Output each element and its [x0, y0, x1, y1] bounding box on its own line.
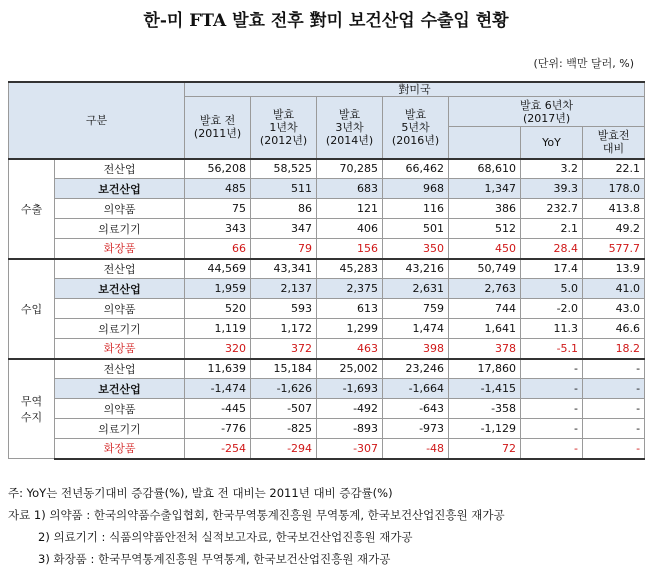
header-yoy: YoY: [521, 127, 583, 159]
cell-value: 593: [251, 299, 317, 319]
cell-value: 347: [251, 219, 317, 239]
table-row: [9, 339, 645, 359]
row-label: 전산업: [55, 359, 185, 379]
cell-value: 320: [185, 339, 251, 359]
page-title: 한-미 FTA 발효 전후 對미 보건산업 수출입 현황: [143, 11, 509, 31]
cell-value: 46.6: [583, 319, 645, 339]
cell-value: 23,246: [383, 359, 449, 379]
header-y5: 발효 5년차 (2016년): [383, 97, 449, 159]
cell-value: 58,525: [251, 159, 317, 179]
cell-value: 232.7: [521, 199, 583, 219]
row-label: 화장품: [55, 339, 185, 359]
cell-value: -294: [251, 439, 317, 459]
table-row: [9, 299, 645, 319]
cell-value: 463: [317, 339, 383, 359]
cell-value: 613: [317, 299, 383, 319]
table-body: [9, 159, 645, 459]
footnotes: [8, 482, 505, 570]
table-row: [9, 259, 645, 279]
cell-value: 49.2: [583, 219, 645, 239]
row-label: 의약품: [55, 199, 185, 219]
cell-value: -1,129: [449, 419, 521, 439]
cell-value: -: [521, 379, 583, 399]
cell-value: 372: [251, 339, 317, 359]
cell-value: -825: [251, 419, 317, 439]
row-label: 의약품: [55, 399, 185, 419]
cell-value: 66,462: [383, 159, 449, 179]
cell-value: 378: [449, 339, 521, 359]
footnote-main: 주: YoY는 전년동기대비 증감률(%), 발효 전 대비는 2011년 대비 증감률(%): [8, 486, 393, 500]
cell-value: 56,208: [185, 159, 251, 179]
cell-value: 577.7: [583, 239, 645, 259]
cell-value: -643: [383, 399, 449, 419]
cell-value: -: [521, 399, 583, 419]
cell-value: 350: [383, 239, 449, 259]
header-pre: 발효 전 (2011년): [185, 97, 251, 159]
cell-value: 79: [251, 239, 317, 259]
table-row: [9, 419, 645, 439]
cell-value: 520: [185, 299, 251, 319]
cell-value: -973: [383, 419, 449, 439]
cell-value: 121: [317, 199, 383, 219]
row-label: 보건산업: [55, 379, 185, 399]
cell-value: 1,172: [251, 319, 317, 339]
unit-note: (단위: 백만 달러, %): [533, 57, 634, 70]
cell-value: 2,763: [449, 279, 521, 299]
cell-value: -: [583, 439, 645, 459]
row-label: 의료기기: [55, 419, 185, 439]
header-gubun: 구분: [9, 82, 185, 159]
cell-value: -1,693: [317, 379, 383, 399]
cell-value: 2,375: [317, 279, 383, 299]
cell-value: 116: [383, 199, 449, 219]
cell-value: -: [521, 419, 583, 439]
cell-value: 413.8: [583, 199, 645, 219]
cell-value: 2,631: [383, 279, 449, 299]
cell-value: -: [583, 359, 645, 379]
cell-value: 2,137: [251, 279, 317, 299]
row-label: 전산업: [55, 159, 185, 179]
section-label: 수출: [9, 159, 55, 259]
cell-value: -492: [317, 399, 383, 419]
row-label: 전산업: [55, 259, 185, 279]
row-label: 의료기기: [55, 219, 185, 239]
cell-value: 1,959: [185, 279, 251, 299]
cell-value: 43.0: [583, 299, 645, 319]
cell-value: 511: [251, 179, 317, 199]
cell-value: 66: [185, 239, 251, 259]
cell-value: 11,639: [185, 359, 251, 379]
cell-value: 2.1: [521, 219, 583, 239]
cell-value: 86: [251, 199, 317, 219]
cell-value: 41.0: [583, 279, 645, 299]
cell-value: -1,474: [185, 379, 251, 399]
cell-value: 485: [185, 179, 251, 199]
cell-value: 343: [185, 219, 251, 239]
footnote-source-3: 3) 화장품 : 한국무역통계진흥원 무역통계, 한국보건산업진흥원 재가공: [38, 552, 391, 566]
cell-value: 178.0: [583, 179, 645, 199]
cell-value: -48: [383, 439, 449, 459]
cell-value: -358: [449, 399, 521, 419]
cell-value: 15,184: [251, 359, 317, 379]
cell-value: -507: [251, 399, 317, 419]
cell-value: -1,664: [383, 379, 449, 399]
cell-value: 744: [449, 299, 521, 319]
cell-value: 759: [383, 299, 449, 319]
cell-value: -445: [185, 399, 251, 419]
cell-value: 968: [383, 179, 449, 199]
cell-value: 1,347: [449, 179, 521, 199]
cell-value: 5.0: [521, 279, 583, 299]
cell-value: -1,626: [251, 379, 317, 399]
cell-value: 50,749: [449, 259, 521, 279]
cell-value: 3.2: [521, 159, 583, 179]
cell-value: 11.3: [521, 319, 583, 339]
header-region: 對미국: [185, 82, 645, 97]
table-row: [9, 399, 645, 419]
table-row: [9, 199, 645, 219]
cell-value: -: [583, 399, 645, 419]
table-row: [9, 219, 645, 239]
cell-value: 156: [317, 239, 383, 259]
cell-value: -: [521, 439, 583, 459]
cell-value: 45,283: [317, 259, 383, 279]
header-vs-pre: 발효전 대비: [583, 127, 645, 159]
cell-value: 1,641: [449, 319, 521, 339]
row-label: 의약품: [55, 299, 185, 319]
header-y6: 발효 6년차 (2017년): [449, 97, 645, 127]
cell-value: 406: [317, 219, 383, 239]
cell-value: 68,610: [449, 159, 521, 179]
cell-value: 450: [449, 239, 521, 259]
cell-value: 25,002: [317, 359, 383, 379]
cell-value: -: [583, 379, 645, 399]
cell-value: -5.1: [521, 339, 583, 359]
cell-value: -776: [185, 419, 251, 439]
header-y1: 발효 1년차 (2012년): [251, 97, 317, 159]
cell-value: -254: [185, 439, 251, 459]
cell-value: 512: [449, 219, 521, 239]
row-label: 화장품: [55, 439, 185, 459]
cell-value: 1,299: [317, 319, 383, 339]
section-label: 무역 수지: [9, 359, 55, 459]
cell-value: 1,474: [383, 319, 449, 339]
footnote-source-2: 2) 의료기기 : 식품의약품안전처 실적보고자료, 한국보건산업진흥원 재가공: [38, 530, 413, 544]
header-y6-blank: [449, 127, 521, 159]
row-label: 의료기기: [55, 319, 185, 339]
table-row: [9, 439, 645, 459]
trade-table: [8, 81, 645, 460]
cell-value: 28.4: [521, 239, 583, 259]
cell-value: 43,216: [383, 259, 449, 279]
cell-value: 44,569: [185, 259, 251, 279]
cell-value: 13.9: [583, 259, 645, 279]
table-row: [9, 279, 645, 299]
header-y3: 발효 3년차 (2014년): [317, 97, 383, 159]
cell-value: 386: [449, 199, 521, 219]
footnote-source-1: 자료 1) 의약품 : 한국의약품수출입협회, 한국무역통계진흥원 무역통계, 한국보건산업진흥원 재가공: [8, 508, 505, 522]
cell-value: -893: [317, 419, 383, 439]
cell-value: 75: [185, 199, 251, 219]
cell-value: -1,415: [449, 379, 521, 399]
table-row: [9, 159, 645, 179]
row-label: 화장품: [55, 239, 185, 259]
row-label: 보건산업: [55, 179, 185, 199]
cell-value: 18.2: [583, 339, 645, 359]
table-row: [9, 319, 645, 339]
table-row: [9, 179, 645, 199]
section-label: 수입: [9, 259, 55, 359]
cell-value: -: [521, 359, 583, 379]
cell-value: 70,285: [317, 159, 383, 179]
cell-value: 398: [383, 339, 449, 359]
table-row: [9, 359, 645, 379]
cell-value: 683: [317, 179, 383, 199]
cell-value: 17.4: [521, 259, 583, 279]
table-row: [9, 239, 645, 259]
row-label: 보건산업: [55, 279, 185, 299]
cell-value: 43,341: [251, 259, 317, 279]
cell-value: 17,860: [449, 359, 521, 379]
cell-value: 72: [449, 439, 521, 459]
cell-value: 22.1: [583, 159, 645, 179]
cell-value: 1,119: [185, 319, 251, 339]
cell-value: -307: [317, 439, 383, 459]
cell-value: -: [583, 419, 645, 439]
cell-value: 501: [383, 219, 449, 239]
cell-value: 39.3: [521, 179, 583, 199]
table-row: [9, 379, 645, 399]
cell-value: -2.0: [521, 299, 583, 319]
